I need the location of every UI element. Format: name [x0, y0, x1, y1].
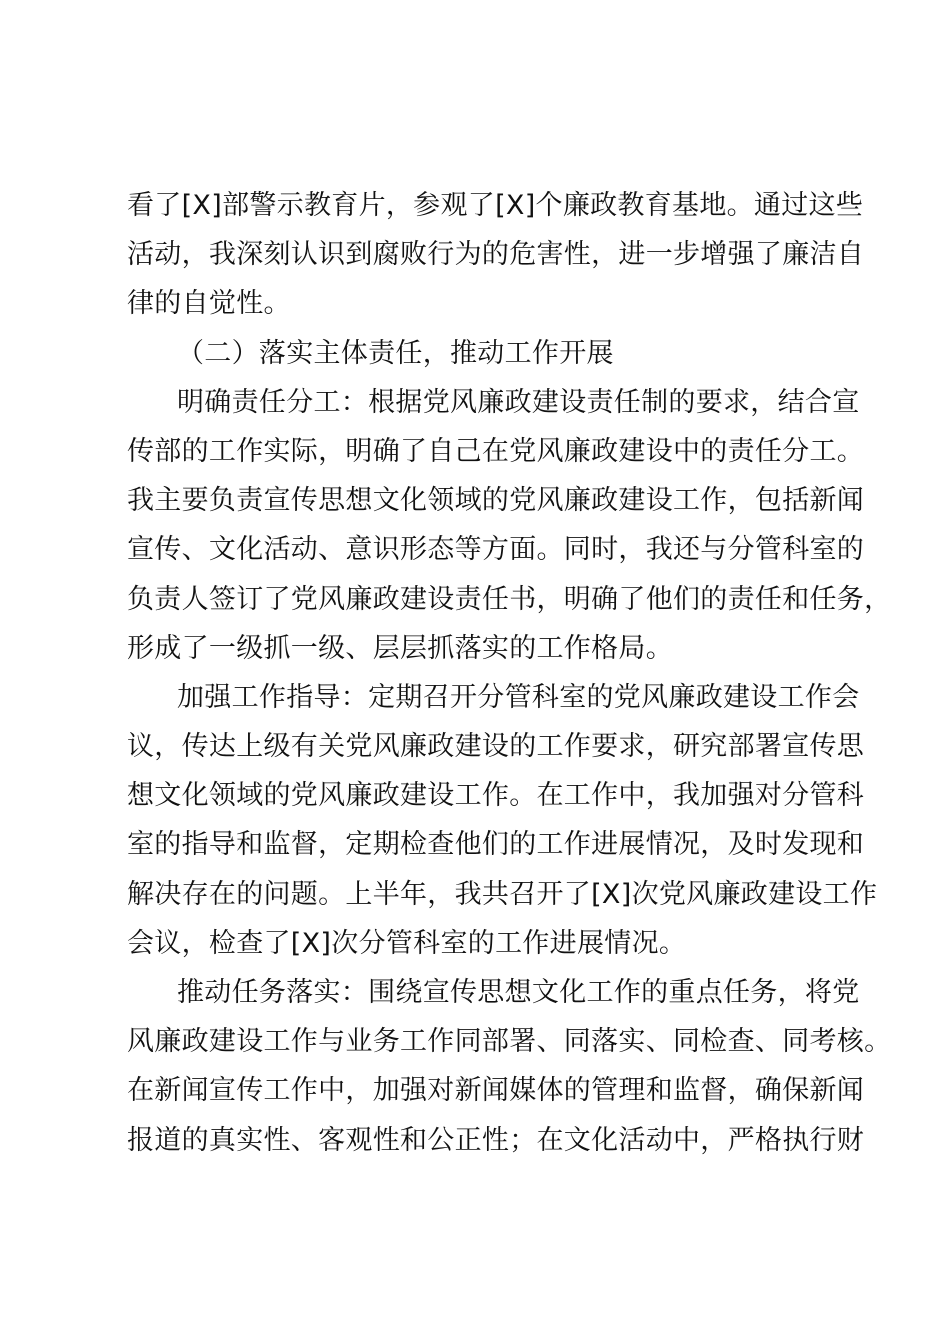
text-line: 风廉政建设工作与业务工作同部署、同落实、同检查、同考核。	[127, 1026, 892, 1058]
text-line: 形成了一级抓一级、层层抓落实的工作格局。	[127, 632, 673, 664]
text-line: 传部的工作实际，明确了自己在党风廉政建设中的责任分工。	[127, 435, 865, 467]
text-line: 我主要负责宣传思想文化领域的党风廉政建设工作，包括新闻	[127, 485, 865, 517]
text-line: 负责人签订了党风廉政建设责任书，明确了他们的责任和任务，	[127, 583, 892, 615]
text-line: 报道的真实性、客观性和公正性；在文化活动中，严格执行财	[127, 1124, 865, 1156]
text-line: 看了[X]部警示教育片，参观了[X]个廉政教育基地。通过这些	[127, 190, 864, 221]
text-line: 议，传达上级有关党风廉政建设的工作要求，研究部署宣传思	[127, 731, 865, 763]
text-line: 会议，检查了[X]次分管科室的工作进展情况。	[127, 927, 687, 959]
text-line: 宣传、文化活动、意识形态等方面。同时，我还与分管科室的	[127, 534, 865, 566]
text-line: 室的指导和监督，定期检查他们的工作进展情况，及时发现和	[127, 829, 865, 861]
section-heading: （二）落实主体责任，推动工作开展	[177, 337, 614, 369]
text-line: 解决存在的问题。上半年，我共召开了[X]次党风廉政建设工作	[127, 878, 878, 910]
text-line: 加强工作指导：定期召开分管科室的党风廉政建设工作会	[177, 681, 860, 713]
text-line: 律的自觉性。	[127, 288, 291, 320]
body-text	[127, 181, 892, 1165]
text-line: 活动，我深刻认识到腐败行为的危害性，进一步增强了廉洁自	[127, 239, 865, 271]
text-line: 想文化领域的党风廉政建设工作。在工作中，我加强对分管科	[127, 780, 865, 812]
text-line: 明确责任分工：根据党风廉政建设责任制的要求，结合宣	[177, 386, 860, 418]
text-line: 在新闻宣传工作中，加强对新闻媒体的管理和监督，确保新闻	[127, 1075, 865, 1107]
text-line: 推动任务落实：围绕宣传思想文化工作的重点任务，将党	[177, 977, 860, 1008]
